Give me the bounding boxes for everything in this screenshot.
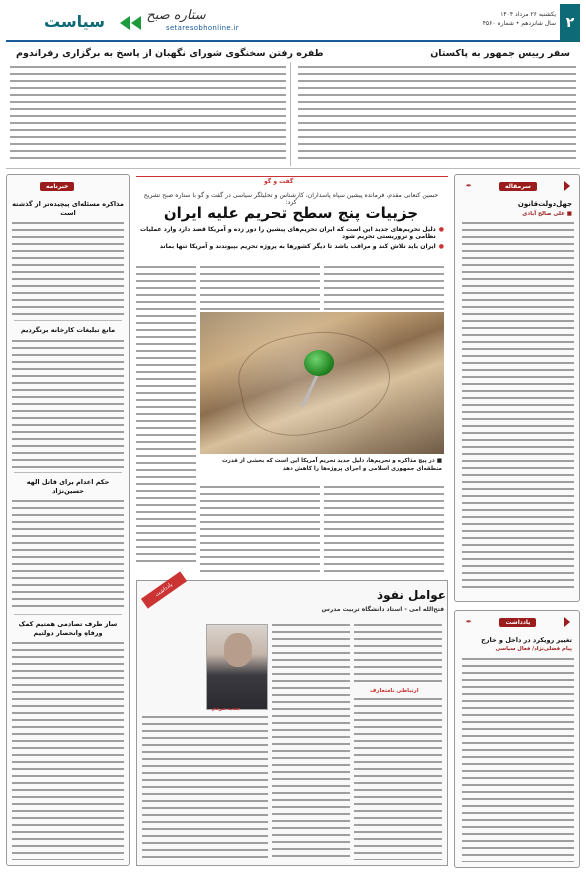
note-body bbox=[462, 658, 574, 862]
author-portrait bbox=[206, 624, 268, 710]
interview-bullets bbox=[140, 226, 444, 250]
expert-body-col-3 bbox=[142, 716, 268, 860]
news-divider bbox=[14, 614, 122, 615]
interview-body-col-1b bbox=[324, 486, 444, 572]
news-head-3[interactable]: حکم اعدام برای قاتل الهه حسین‌نژاد bbox=[26, 478, 110, 495]
interview-intro-col-2 bbox=[200, 266, 320, 310]
interview-bullet-2: ایران باید تلاش کند و مراقب باشد تا دیگر کشورها به پروژه تحریم بپیوندند و آمریکا تنها بماند bbox=[159, 243, 436, 250]
section-divider bbox=[6, 168, 580, 169]
headline-pakistan-trip[interactable]: سفر رییس جمهور به پاکستان bbox=[430, 48, 570, 59]
expert-body-col-1b bbox=[354, 698, 442, 860]
editorial-author: ■ علی صالح آبادی bbox=[522, 211, 572, 217]
interview-headline[interactable]: جزییات پنج سطح تحریم علیه ایران bbox=[163, 204, 419, 222]
headline-referendum[interactable]: طفره رفتن سخنگوی شورای نگهبان از پاسخ به برگزاری رفراندوم bbox=[16, 48, 324, 59]
issue-date: یکشنبه ۲۶ مرداد ۱۴۰۴ bbox=[500, 11, 556, 18]
article-referendum-body bbox=[10, 66, 286, 164]
editorial-label-row bbox=[466, 180, 570, 192]
news-body-2 bbox=[12, 340, 124, 468]
issue-number: سال شانزدهم • شماره ۴۵۶۰ bbox=[482, 20, 556, 27]
note-author: پیام فضلی‌نژاد/ فعال سیاسی bbox=[495, 646, 572, 652]
expert-author: فتح‌الله امی - استاد دانشگاه تربیت مدرس bbox=[321, 606, 444, 613]
bullet-icon: ● bbox=[438, 226, 444, 233]
editorial-label: سرمقاله bbox=[499, 182, 537, 191]
expert-title[interactable]: عوامل نفوذ bbox=[377, 588, 446, 602]
interview-label: گفت و گو bbox=[260, 178, 297, 185]
editorial-title[interactable]: جهل‌دولت‌قانون bbox=[517, 200, 572, 208]
double-chevron-icon bbox=[120, 16, 142, 30]
page-number: ۲ bbox=[560, 4, 580, 42]
note-label-row bbox=[466, 616, 570, 628]
column-divider bbox=[290, 62, 291, 166]
site-url[interactable]: setaresobhonline.ir bbox=[166, 24, 239, 32]
section-title: سیاست bbox=[44, 12, 105, 31]
news-body-1 bbox=[12, 222, 124, 316]
news-head-1[interactable]: مذاکره مسئله‌ای پیچیده‌تر از گذشته است bbox=[12, 200, 124, 217]
expert-body-col-2 bbox=[272, 624, 350, 860]
news-body-4 bbox=[12, 642, 124, 860]
photo-caption: ■ در پیچ مذاکره و تحریم‌ها، دلیل جدید تحریم آمریکا این است که بخشی از قدرت منطقه‌ای جمهوری اسلامی و اجرای پروژه‌ها را کاهش دهد bbox=[222, 458, 442, 472]
note-label: یادداشت bbox=[499, 618, 536, 627]
arrow-right-icon bbox=[564, 181, 570, 191]
news-body-3 bbox=[12, 500, 124, 610]
expert-tag: یادداشت bbox=[141, 571, 187, 608]
news-divider bbox=[14, 472, 122, 473]
expert-subhead-1: ارتباطی نامتعارف bbox=[370, 688, 419, 694]
news-divider bbox=[14, 320, 122, 321]
news-column-label: خبرنامه bbox=[40, 182, 74, 191]
stamp-icon: ✒ bbox=[466, 618, 472, 626]
article-pakistan-body bbox=[298, 66, 576, 164]
editorial-body bbox=[462, 222, 574, 592]
news-head-4[interactable]: ساز طرف تصادمی همتیم کمک ورفاهِ وانحصار دولتیم bbox=[18, 620, 118, 637]
interview-body-col-2b bbox=[200, 486, 320, 572]
green-pin-icon bbox=[304, 350, 334, 376]
interview-body-col-3 bbox=[136, 266, 196, 566]
news-head-2[interactable]: مانع تبلیغات کارخانه برنگردیم bbox=[20, 326, 116, 334]
arrow-right-icon bbox=[564, 617, 570, 627]
interview-bullet-1: دلیل تحریم‌های جدید این است که ایران تحریم‌های پیشین را دور زده و آمریکا قصد دارد وارد عملیات نظامی و تروریستی تحریم شود bbox=[139, 226, 436, 240]
masthead-logo: ستاره صبح bbox=[146, 8, 206, 23]
note-title[interactable]: تغییر رویکرد در داخل و خارج bbox=[481, 636, 572, 644]
expert-body-col-1a bbox=[354, 624, 442, 684]
map-photo bbox=[200, 312, 444, 454]
issue-info bbox=[483, 10, 556, 28]
portrait-face bbox=[224, 633, 252, 667]
bullet-icon: ● bbox=[438, 243, 444, 250]
interview-intro-col-1 bbox=[324, 266, 444, 310]
stamp-icon: ✒ bbox=[466, 182, 472, 190]
expert-subhead-2: جذب مردم bbox=[212, 706, 241, 712]
page-header bbox=[6, 4, 580, 42]
interview-kicker: حسین کنعانی مقدم، فرمانده پیشین سپاه پاسداران، کارشناس و تحلیلگر سیاسی در گفت و گو با ستاره صبح تشریح کرد: bbox=[143, 192, 439, 206]
